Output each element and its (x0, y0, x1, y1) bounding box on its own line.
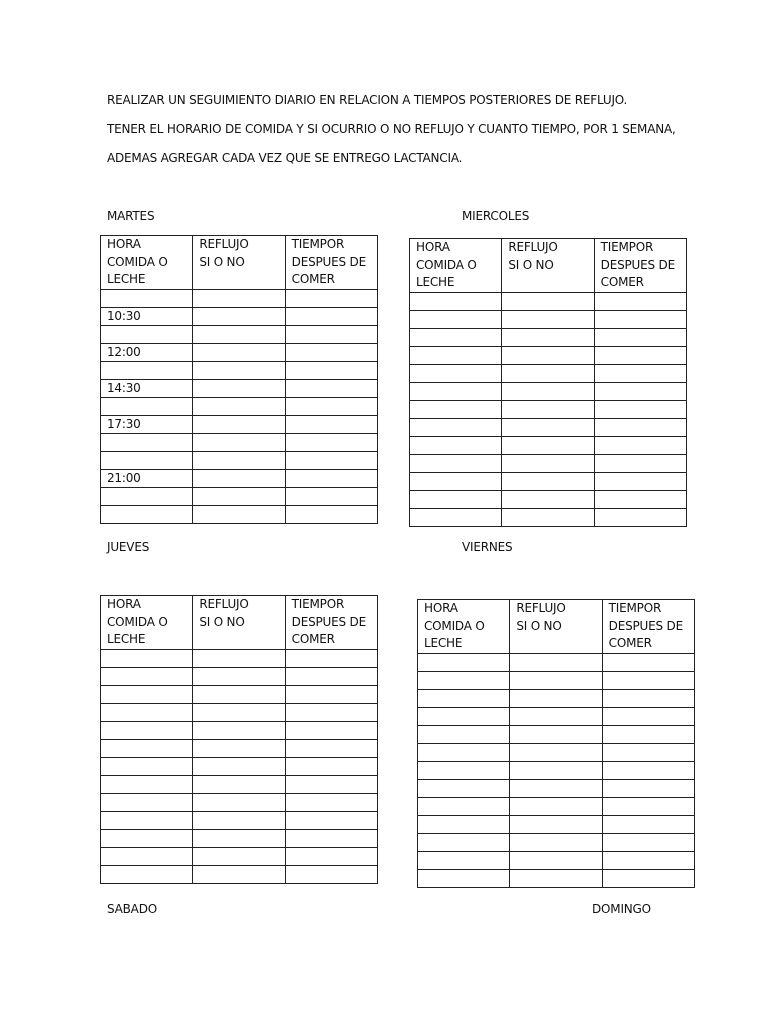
table-row (101, 667, 378, 685)
table-row (410, 328, 687, 346)
duration-cell[interactable] (285, 379, 377, 397)
instruction-line-1: REALIZAR UN SEGUIMIENTO DIARIO EN RELACION A TIEMPOS POSTERIORES DE REFLUJO. (107, 93, 628, 107)
column-header-line: COMIDA O (416, 257, 477, 272)
time-cell[interactable] (101, 847, 193, 865)
table-row (101, 361, 378, 379)
duration-cell[interactable] (602, 653, 694, 671)
table-row (418, 707, 695, 725)
column-header-line: COMIDA O (107, 254, 168, 269)
column-header-line: TIEMPOR (291, 597, 345, 611)
duration-cell[interactable] (285, 775, 377, 793)
duration-cell[interactable] (285, 865, 377, 883)
reflux-cell[interactable] (193, 307, 285, 325)
table-viernes (417, 599, 695, 888)
duration-cell[interactable] (602, 779, 694, 797)
duration-cell[interactable] (602, 797, 694, 815)
time-cell[interactable]: 14:30 (101, 379, 193, 397)
time-cell[interactable] (418, 851, 510, 869)
table-row (101, 325, 378, 343)
table-row (101, 829, 378, 847)
table-row (410, 400, 687, 418)
duration-cell[interactable] (602, 671, 694, 689)
table-row (418, 815, 695, 833)
column-header-0 (418, 600, 510, 654)
table-row (418, 653, 695, 671)
time-cell[interactable] (101, 793, 193, 811)
column-header-line: SI O NO (199, 254, 245, 269)
reflux-cell[interactable] (510, 707, 602, 725)
column-header-line: COMIDA O (424, 618, 485, 633)
time-cell[interactable] (410, 490, 502, 508)
duration-cell[interactable] (594, 472, 686, 490)
column-header-line: LECHE (424, 636, 463, 650)
column-header-0 (410, 239, 502, 293)
duration-cell[interactable] (602, 833, 694, 851)
column-header-line: LECHE (107, 272, 146, 286)
duration-cell[interactable] (594, 364, 686, 382)
time-cell[interactable] (101, 775, 193, 793)
table-row (101, 775, 378, 793)
duration-cell[interactable] (594, 292, 686, 310)
table-row (418, 869, 695, 887)
reflux-cell[interactable] (193, 469, 285, 487)
column-header-line: REFLUJO (516, 601, 566, 615)
reflux-cell[interactable] (502, 382, 594, 400)
instruction-line-2: TENER EL HORARIO DE COMIDA Y SI OCURRIO O NO REFLUJO Y CUANTO TIEMPO, POR 1 SEMANA, (107, 122, 676, 136)
table-row (101, 415, 378, 433)
time-cell[interactable] (410, 400, 502, 418)
table-row (101, 847, 378, 865)
table-row (410, 490, 687, 508)
table-miercoles (409, 238, 687, 527)
column-header-1 (502, 239, 594, 293)
column-header-line: HORA (416, 240, 450, 254)
duration-cell[interactable] (285, 433, 377, 451)
table-row (101, 451, 378, 469)
duration-cell[interactable] (594, 400, 686, 418)
table-row (101, 703, 378, 721)
time-cell[interactable] (101, 649, 193, 667)
time-cell[interactable] (101, 487, 193, 505)
table-row (418, 671, 695, 689)
table-row (410, 292, 687, 310)
duration-cell[interactable] (285, 847, 377, 865)
table-row (101, 811, 378, 829)
duration-cell[interactable] (602, 689, 694, 707)
reflux-cell[interactable] (510, 653, 602, 671)
table-row (418, 743, 695, 761)
time-cell[interactable] (410, 436, 502, 454)
reflux-cell[interactable] (502, 436, 594, 454)
column-header-line: REFLUJO (199, 237, 249, 251)
reflux-cell[interactable] (193, 487, 285, 505)
reflux-cell[interactable] (193, 721, 285, 739)
column-header-1 (193, 236, 285, 290)
reflux-cell[interactable] (510, 833, 602, 851)
day-label-sabado: SABADO (107, 902, 157, 916)
column-header-line: SI O NO (199, 614, 245, 629)
reflux-cell[interactable] (502, 418, 594, 436)
time-cell[interactable] (418, 689, 510, 707)
time-cell[interactable] (101, 505, 193, 523)
time-cell[interactable] (418, 761, 510, 779)
table-row (101, 685, 378, 703)
table-row (410, 436, 687, 454)
reflux-cell[interactable] (193, 793, 285, 811)
column-header-line: REFLUJO (508, 240, 558, 254)
reflux-cell[interactable] (193, 379, 285, 397)
duration-cell[interactable] (285, 289, 377, 307)
time-cell[interactable] (101, 757, 193, 775)
table-row (410, 454, 687, 472)
reflux-cell[interactable] (510, 743, 602, 761)
time-cell[interactable] (101, 865, 193, 883)
time-cell[interactable] (418, 797, 510, 815)
table-row (101, 721, 378, 739)
time-cell[interactable] (101, 289, 193, 307)
duration-cell[interactable] (602, 815, 694, 833)
reflux-cell[interactable] (502, 490, 594, 508)
reflux-cell[interactable] (193, 361, 285, 379)
table-row (418, 725, 695, 743)
duration-cell[interactable] (285, 811, 377, 829)
table-row (410, 310, 687, 328)
time-cell[interactable] (101, 397, 193, 415)
table-row (418, 779, 695, 797)
time-cell[interactable]: 10:30 (101, 307, 193, 325)
time-cell[interactable]: 21:00 (101, 469, 193, 487)
duration-cell[interactable] (602, 743, 694, 761)
column-header-2 (285, 596, 377, 650)
time-cell[interactable] (418, 869, 510, 887)
time-cell[interactable] (101, 433, 193, 451)
time-cell[interactable] (101, 361, 193, 379)
reflux-cell[interactable] (193, 811, 285, 829)
reflux-cell[interactable] (502, 328, 594, 346)
time-cell[interactable] (101, 325, 193, 343)
duration-cell[interactable] (602, 761, 694, 779)
time-cell[interactable] (410, 418, 502, 436)
duration-cell[interactable] (285, 397, 377, 415)
reflux-cell[interactable] (502, 364, 594, 382)
table-row (418, 797, 695, 815)
duration-cell[interactable] (285, 649, 377, 667)
column-header-line: DESPUES DE (291, 254, 366, 269)
reflux-cell[interactable] (193, 343, 285, 361)
reflux-cell[interactable] (510, 851, 602, 869)
reflux-cell[interactable] (193, 415, 285, 433)
duration-cell[interactable] (285, 685, 377, 703)
reflux-cell[interactable] (193, 685, 285, 703)
instruction-line-3: ADEMAS AGREGAR CADA VEZ QUE SE ENTREGO LACTANCIA. (107, 151, 463, 165)
duration-cell[interactable] (602, 725, 694, 743)
duration-cell[interactable] (602, 707, 694, 725)
time-cell[interactable]: 12:00 (101, 343, 193, 361)
duration-cell[interactable] (285, 829, 377, 847)
column-header-line: COMER (608, 636, 652, 650)
table-row (101, 433, 378, 451)
time-cell[interactable]: 17:30 (101, 415, 193, 433)
reflux-cell[interactable] (510, 689, 602, 707)
table-row (410, 472, 687, 490)
reflux-cell[interactable] (193, 703, 285, 721)
reflux-cell[interactable] (193, 325, 285, 343)
time-cell[interactable] (101, 703, 193, 721)
time-cell[interactable] (410, 292, 502, 310)
duration-cell[interactable] (285, 739, 377, 757)
column-header-line: HORA (107, 597, 141, 611)
duration-cell[interactable] (594, 418, 686, 436)
table-row (410, 364, 687, 382)
reflux-cell[interactable] (193, 865, 285, 883)
day-label-martes: MARTES (107, 209, 155, 223)
duration-cell[interactable] (594, 508, 686, 526)
column-header-0 (101, 236, 193, 290)
time-cell[interactable] (418, 653, 510, 671)
reflux-cell[interactable] (502, 472, 594, 490)
reflux-cell[interactable] (502, 508, 594, 526)
table-row (101, 793, 378, 811)
time-cell[interactable] (410, 508, 502, 526)
reflux-cell[interactable] (510, 815, 602, 833)
time-cell[interactable] (418, 725, 510, 743)
duration-cell[interactable] (594, 382, 686, 400)
table-row (410, 346, 687, 364)
column-header-line: HORA (424, 601, 458, 615)
column-header-line: DESPUES DE (608, 618, 683, 633)
column-header-2 (285, 236, 377, 290)
reflux-cell[interactable] (502, 310, 594, 328)
duration-cell[interactable] (285, 793, 377, 811)
column-header-line: COMER (600, 275, 644, 289)
time-cell[interactable] (418, 779, 510, 797)
time-cell[interactable] (418, 671, 510, 689)
column-header-2 (594, 239, 686, 293)
duration-cell[interactable] (594, 346, 686, 364)
table-row (418, 851, 695, 869)
column-header-line: HORA (107, 237, 141, 251)
duration-cell[interactable] (285, 307, 377, 325)
table-row (101, 397, 378, 415)
table-row (101, 343, 378, 361)
column-header-line: REFLUJO (199, 597, 249, 611)
reflux-cell[interactable] (193, 505, 285, 523)
duration-cell[interactable] (285, 343, 377, 361)
duration-cell[interactable] (285, 721, 377, 739)
duration-cell[interactable] (285, 487, 377, 505)
column-header-0 (101, 596, 193, 650)
duration-cell[interactable] (594, 436, 686, 454)
table-row (101, 289, 378, 307)
duration-cell[interactable] (602, 851, 694, 869)
time-cell[interactable] (410, 454, 502, 472)
duration-cell[interactable] (594, 490, 686, 508)
column-header-line: COMER (291, 632, 335, 646)
time-cell[interactable] (418, 707, 510, 725)
table-row (418, 761, 695, 779)
duration-cell[interactable] (285, 667, 377, 685)
time-cell[interactable] (410, 472, 502, 490)
time-cell[interactable] (410, 310, 502, 328)
reflux-cell[interactable] (502, 454, 594, 472)
reflux-cell[interactable] (193, 847, 285, 865)
time-cell[interactable] (418, 743, 510, 761)
reflux-cell[interactable] (510, 797, 602, 815)
column-header-line: COMER (291, 272, 335, 286)
table-row (101, 865, 378, 883)
reflux-cell[interactable] (510, 779, 602, 797)
duration-cell[interactable] (602, 869, 694, 887)
duration-cell[interactable] (285, 361, 377, 379)
day-label-miercoles: MIERCOLES (462, 209, 530, 223)
table-row (101, 379, 378, 397)
column-header-line: LECHE (416, 275, 455, 289)
reflux-cell[interactable] (510, 761, 602, 779)
reflux-cell[interactable] (193, 433, 285, 451)
time-cell[interactable] (101, 739, 193, 757)
duration-cell[interactable] (285, 325, 377, 343)
time-cell[interactable] (410, 346, 502, 364)
table-martes (100, 235, 378, 524)
reflux-cell[interactable] (193, 775, 285, 793)
column-header-line: SI O NO (508, 257, 554, 272)
table-row (410, 382, 687, 400)
reflux-cell[interactable] (510, 671, 602, 689)
reflux-cell[interactable] (502, 400, 594, 418)
reflux-cell[interactable] (502, 346, 594, 364)
column-header-line: DESPUES DE (600, 257, 675, 272)
time-cell[interactable] (410, 364, 502, 382)
reflux-cell[interactable] (193, 829, 285, 847)
duration-cell[interactable] (285, 505, 377, 523)
time-cell[interactable] (418, 833, 510, 851)
table-row (101, 505, 378, 523)
time-cell[interactable] (101, 811, 193, 829)
reflux-cell[interactable] (193, 649, 285, 667)
column-header-line: DESPUES DE (291, 614, 366, 629)
reflux-cell[interactable] (193, 667, 285, 685)
table-row (101, 469, 378, 487)
time-cell[interactable] (101, 667, 193, 685)
time-cell[interactable] (101, 829, 193, 847)
column-header-line: COMIDA O (107, 614, 168, 629)
reflux-cell[interactable] (193, 757, 285, 775)
time-cell[interactable] (410, 382, 502, 400)
day-label-jueves: JUEVES (107, 540, 150, 554)
reflux-cell[interactable] (193, 451, 285, 469)
table-row (418, 833, 695, 851)
duration-cell[interactable] (594, 310, 686, 328)
reflux-cell[interactable] (502, 292, 594, 310)
time-cell[interactable] (418, 815, 510, 833)
column-header-1 (193, 596, 285, 650)
duration-cell[interactable] (285, 415, 377, 433)
table-row (101, 307, 378, 325)
day-label-viernes: VIERNES (462, 540, 513, 554)
time-cell[interactable] (101, 685, 193, 703)
duration-cell[interactable] (594, 454, 686, 472)
duration-cell[interactable] (285, 757, 377, 775)
duration-cell[interactable] (594, 328, 686, 346)
column-header-line: SI O NO (516, 618, 562, 633)
time-cell[interactable] (410, 328, 502, 346)
table-row (101, 487, 378, 505)
duration-cell[interactable] (285, 703, 377, 721)
duration-cell[interactable] (285, 469, 377, 487)
day-label-domingo: DOMINGO (592, 902, 651, 916)
table-jueves (100, 595, 378, 884)
column-header-1 (510, 600, 602, 654)
table-row (101, 649, 378, 667)
column-header-line: LECHE (107, 632, 146, 646)
table-row (101, 739, 378, 757)
column-header-line: TIEMPOR (608, 601, 662, 615)
duration-cell[interactable] (285, 451, 377, 469)
reflux-cell[interactable] (193, 739, 285, 757)
table-row (410, 508, 687, 526)
column-header-2 (602, 600, 694, 654)
reflux-cell[interactable] (510, 725, 602, 743)
time-cell[interactable] (101, 721, 193, 739)
reflux-cell[interactable] (193, 397, 285, 415)
reflux-cell[interactable] (510, 869, 602, 887)
column-header-line: TIEMPOR (291, 237, 345, 251)
table-row (101, 757, 378, 775)
table-row (410, 418, 687, 436)
column-header-line: TIEMPOR (600, 240, 654, 254)
time-cell[interactable] (101, 451, 193, 469)
reflux-cell[interactable] (193, 289, 285, 307)
table-row (418, 689, 695, 707)
